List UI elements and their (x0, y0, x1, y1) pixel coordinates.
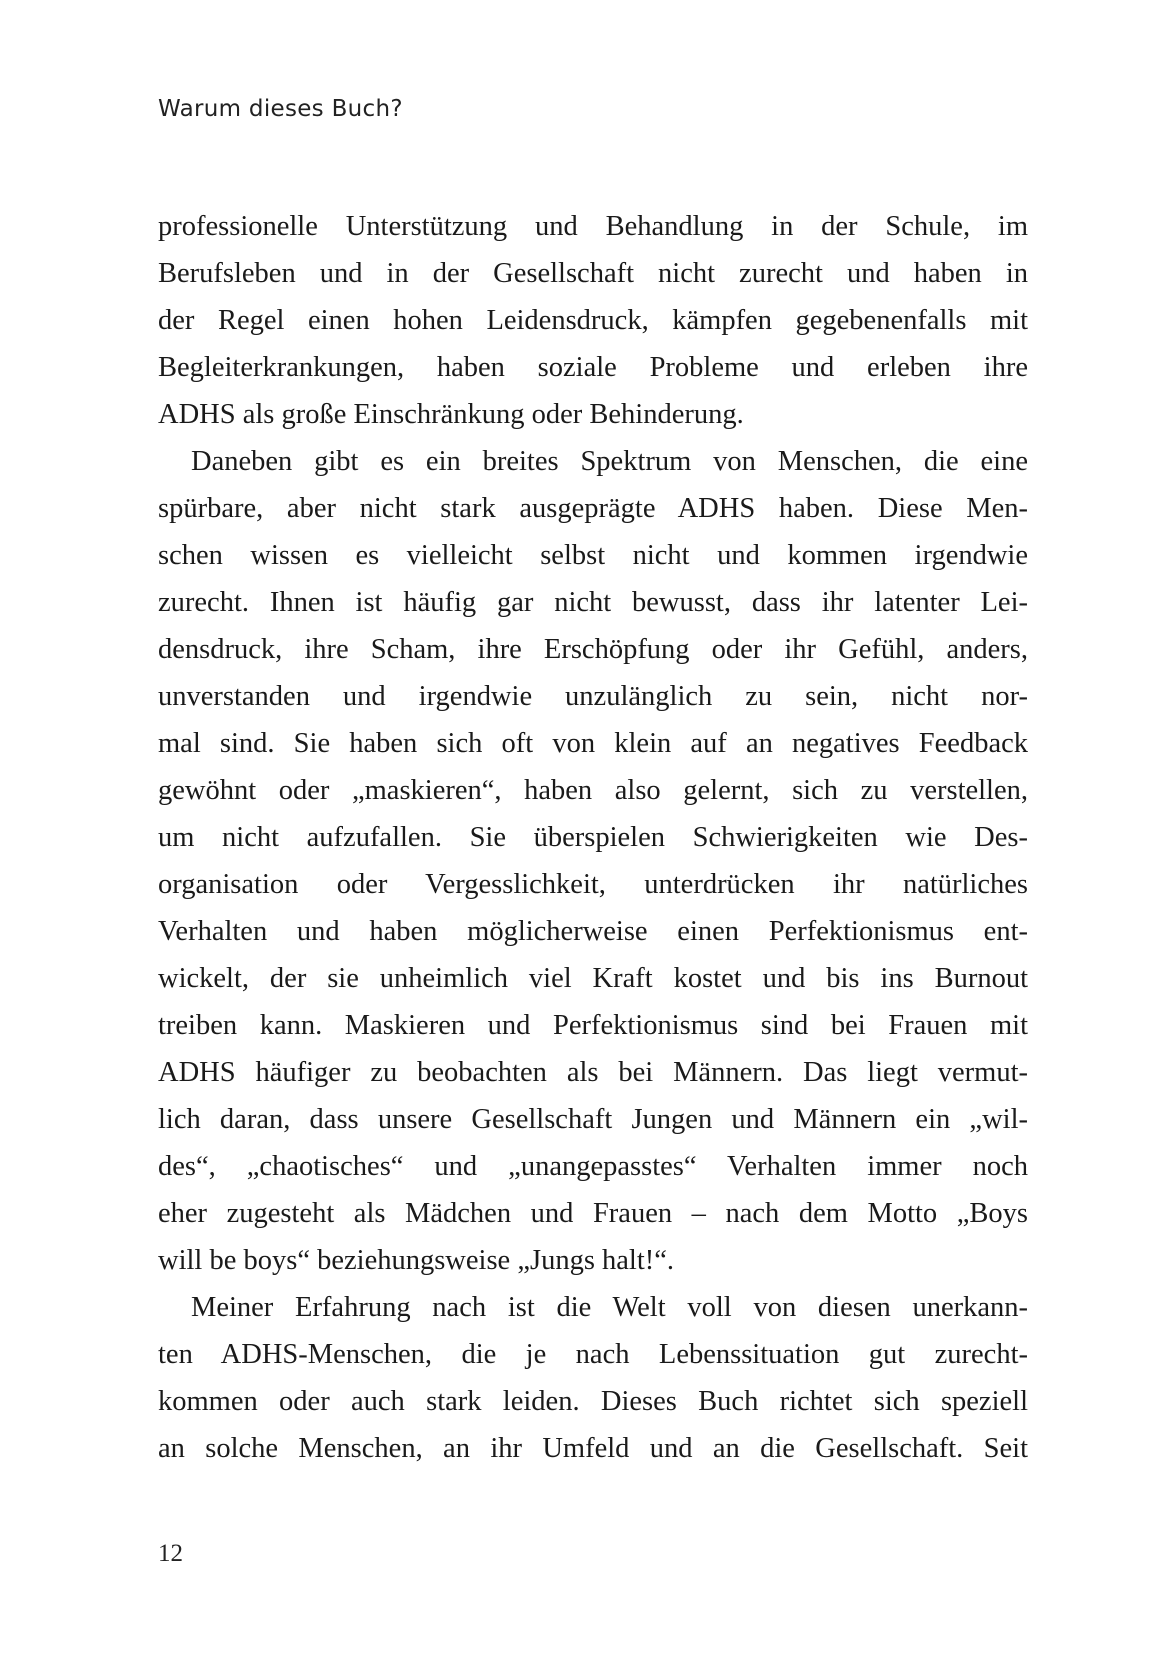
text-line: densdruck, ihre Scham, ihre Erschöpfung oder ihr Gefühl, anders, (158, 634, 1028, 665)
text-line: kommen oder auch stark leiden. Dieses Buch richtet sich speziell (158, 1386, 1028, 1417)
text-line: ADHS häufiger zu beobachten als bei Männern. Das liegt vermut- (158, 1057, 1028, 1088)
text-line: Begleiterkrankungen, haben soziale Probleme und erleben ihre (158, 352, 1028, 383)
text-line: mal sind. Sie haben sich oft von klein auf an negatives Feedback (158, 728, 1028, 759)
text-line: Meiner Erfahrung nach ist die Welt voll von diesen unerkann- (191, 1292, 1028, 1323)
text-line: Verhalten und haben möglicherweise einen Perfektionismus ent- (158, 916, 1028, 947)
text-line: ten ADHS-Menschen, die je nach Lebenssituation gut zurecht- (158, 1339, 1028, 1370)
text-line: organisation oder Vergesslichkeit, unterdrücken ihr natürliches (158, 869, 1028, 900)
text-line: schen wissen es vielleicht selbst nicht und kommen irgendwie (158, 540, 1028, 571)
text-line: Berufsleben und in der Gesellschaft nicht zurecht und haben in (158, 258, 1028, 289)
text-line: lich daran, dass unsere Gesellschaft Jungen und Männern ein „wil- (158, 1104, 1028, 1135)
paragraph-1 (158, 203, 1028, 438)
text-line: wickelt, der sie unheimlich viel Kraft kostet und bis ins Burnout (158, 963, 1028, 994)
text-line: ADHS als große Einschränkung oder Behinderung. (158, 399, 744, 430)
text-line: eher zugesteht als Mädchen und Frauen – nach dem Motto „Boys (158, 1198, 1028, 1229)
text-line: zurecht. Ihnen ist häufig gar nicht bewusst, dass ihr latenter Lei- (158, 587, 1028, 618)
text-line: professionelle Unterstützung und Behandlung in der Schule, im (158, 211, 1028, 242)
paragraph-2 (158, 438, 1028, 1284)
page-number: 12 (158, 1540, 183, 1567)
text-line: will be boys“ beziehungsweise „Jungs halt!“. (158, 1245, 675, 1276)
text-line: der Regel einen hohen Leidensdruck, kämpfen gegebenenfalls mit (158, 305, 1028, 336)
text-line: spürbare, aber nicht stark ausgeprägte ADHS haben. Diese Men- (158, 493, 1028, 524)
text-line: unverstanden und irgendwie unzulänglich zu sein, nicht nor- (158, 681, 1028, 712)
body-text (158, 203, 1028, 1472)
text-line: gewöhnt oder „maskieren“, haben also gelernt, sich zu verstellen, (158, 775, 1028, 806)
text-line: treiben kann. Maskieren und Perfektionismus sind bei Frauen mit (158, 1010, 1028, 1041)
text-line: um nicht aufzufallen. Sie überspielen Schwierigkeiten wie Des- (158, 822, 1028, 853)
paragraph-3 (158, 1284, 1028, 1472)
running-head: Warum dieses Buch? (158, 96, 403, 122)
text-line: des“, „chaotisches“ und „unangepasstes“ Verhalten immer noch (158, 1151, 1028, 1182)
text-line: Daneben gibt es ein breites Spektrum von Menschen, die eine (191, 446, 1028, 477)
text-line: an solche Menschen, an ihr Umfeld und an die Gesellschaft. Seit (158, 1433, 1028, 1464)
